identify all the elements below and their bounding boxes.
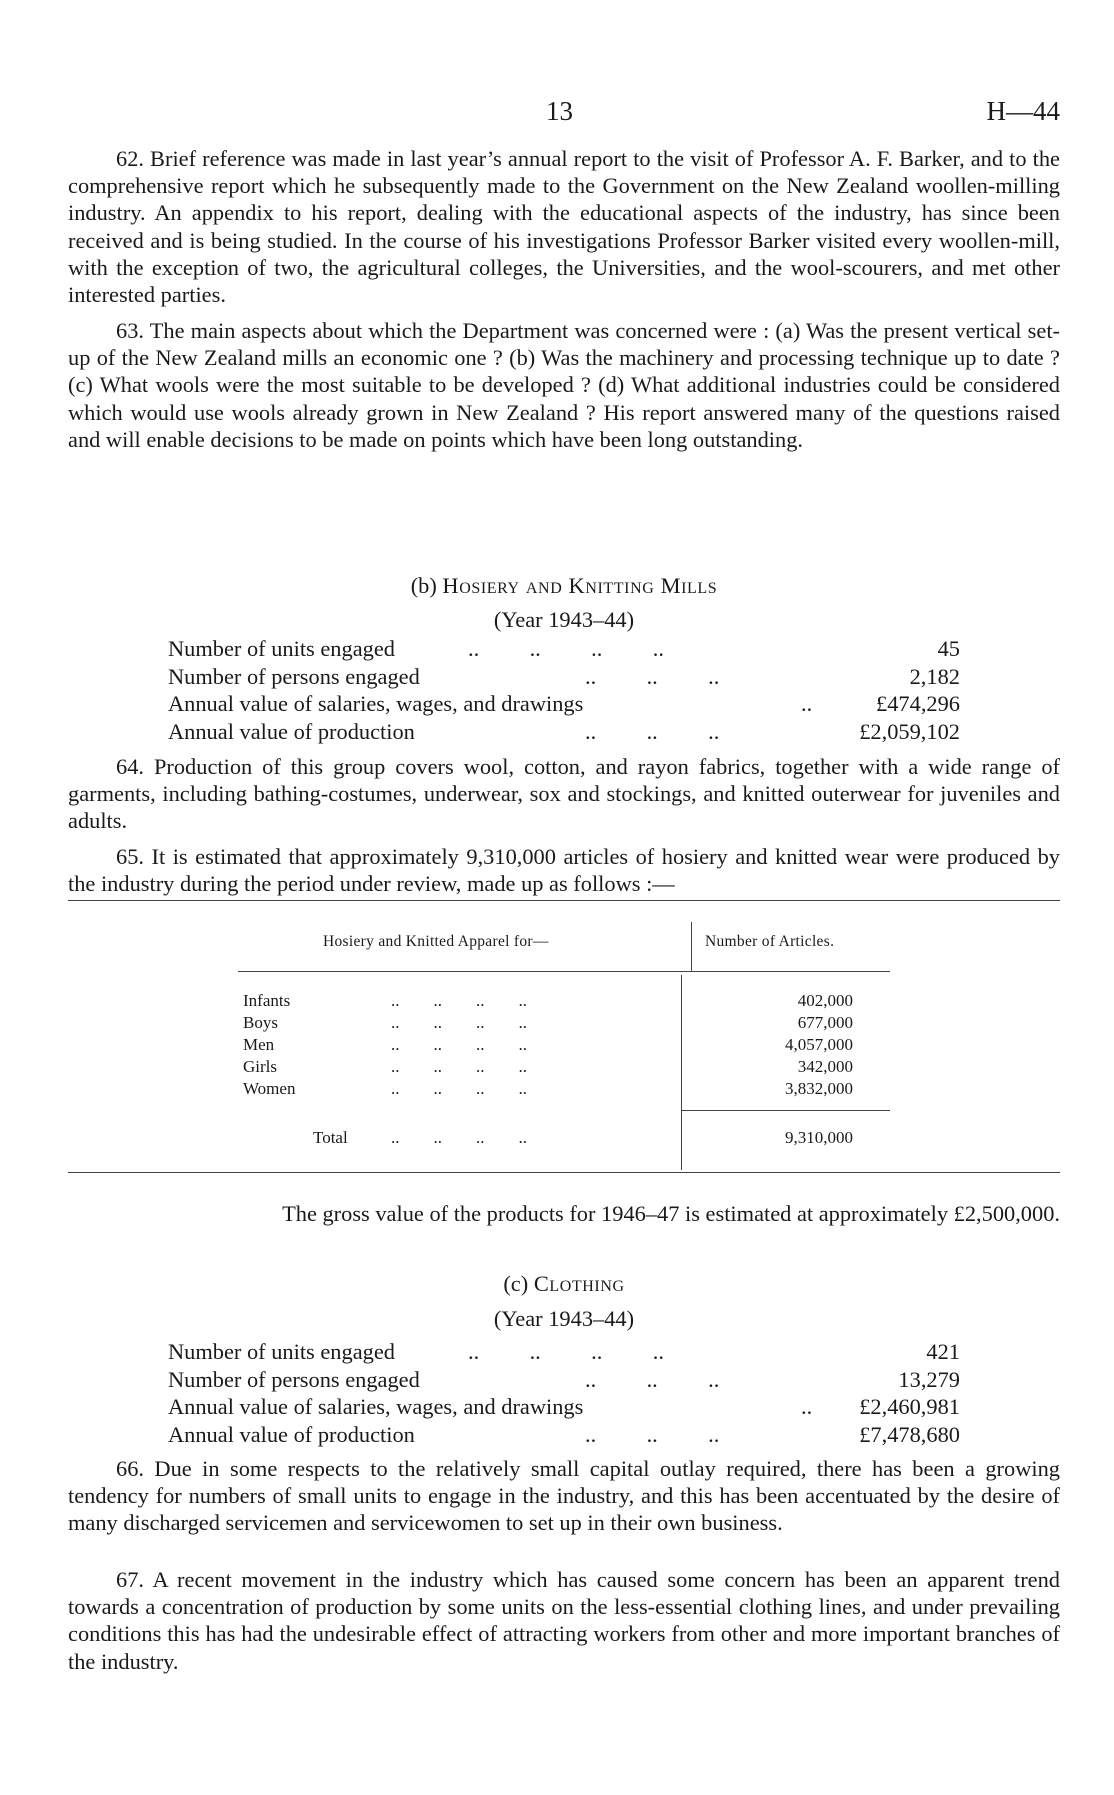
leader-dots: .. .. .. .. bbox=[391, 1079, 527, 1098]
row-value: 342,000 bbox=[797, 1057, 853, 1076]
header-rule bbox=[238, 971, 890, 972]
total-row bbox=[243, 1127, 853, 1149]
gross-value-note: The gross value of the products for 1946–47 is estimated at approximately £2,500,000. bbox=[282, 1201, 1060, 1226]
table-bottom-rule bbox=[68, 1172, 1060, 1173]
column-header-count: Number of Articles. bbox=[705, 933, 835, 950]
column-header-category: Hosiery and Knitted Apparel for— bbox=[323, 933, 549, 950]
stat-row bbox=[168, 1393, 960, 1421]
section-year-clothing: (Year 1943–44) bbox=[493, 1306, 635, 1331]
row-label: Boys bbox=[243, 1013, 278, 1032]
table-top-rule bbox=[68, 900, 1060, 901]
leader-dots: .. .. .. .. bbox=[468, 636, 664, 661]
stat-row bbox=[168, 1366, 960, 1394]
section-year-hosiery: (Year 1943–44) bbox=[493, 607, 635, 632]
table-row bbox=[243, 1078, 853, 1100]
table-row bbox=[243, 990, 853, 1012]
stat-row bbox=[168, 1338, 960, 1366]
stat-value: £2,460,981 bbox=[859, 1394, 960, 1419]
table-row bbox=[243, 1056, 853, 1078]
header-divider bbox=[691, 922, 692, 971]
page-header bbox=[68, 96, 1060, 132]
stat-row bbox=[168, 718, 960, 746]
stat-label: Number of persons engaged bbox=[168, 1366, 420, 1392]
leader-dots: .. .. .. .. bbox=[391, 991, 527, 1010]
leader-dots: .. .. .. .. bbox=[391, 1128, 527, 1147]
paragraph-66: 66. Due in some respects to the relatively small capital outlay required, there has been a growing tendency for numbers of small units to engage in the industry, and this has been accentuated by the desire of many discharged servicemen and servicewomen to set up in their own business. bbox=[68, 1456, 1060, 1536]
row-value: 4,057,000 bbox=[785, 1035, 853, 1054]
page-number: 13 bbox=[546, 96, 573, 126]
stat-value: 13,279 bbox=[898, 1366, 960, 1392]
section-prefix: (b) bbox=[410, 573, 437, 598]
stat-value: 421 bbox=[926, 1339, 960, 1364]
section-heading-hosiery bbox=[68, 572, 1060, 600]
stat-value: £474,296 bbox=[876, 691, 960, 716]
leader-dots: .. .. .. bbox=[585, 663, 720, 689]
paragraph-65: 65. It is estimated that approximately 9,310,000 articles of hosiery and knitted wear were produced by the industry during the period under review, made up as follows :— bbox=[68, 844, 1060, 897]
row-label: Girls bbox=[243, 1057, 277, 1076]
leader-dots: .. .. .. .. bbox=[391, 1057, 527, 1076]
row-label: Infants bbox=[243, 991, 291, 1010]
row-label: Men bbox=[243, 1035, 275, 1054]
row-value: 677,000 bbox=[797, 1013, 853, 1032]
row-value: 402,000 bbox=[797, 991, 853, 1010]
stat-label: Annual value of salaries, wages, and drawings bbox=[168, 691, 584, 716]
stat-row bbox=[168, 635, 960, 663]
leader-dots: .. .. .. .. bbox=[391, 1013, 527, 1032]
row-label: Women bbox=[243, 1079, 296, 1098]
stat-value: £7,478,680 bbox=[859, 1421, 960, 1447]
leader-dots: .. .. .. .. bbox=[468, 1339, 664, 1364]
paragraph-64: 64. Production of this group covers wool, cotton, and rayon fabrics, together with a wide range of garments, including bathing-costumes, underwear, sox and stockings, and knitted outerwear for juveniles and adults. bbox=[68, 754, 1060, 834]
section-prefix: (c) bbox=[503, 1271, 529, 1296]
leader-dots: .. .. .. bbox=[585, 1421, 720, 1447]
paragraph-62: 62. Brief reference was made in last year’s annual report to the visit of Professor A. F. Barker, and to the comprehensive report which he subsequently made to the Government on the New Zealand woollen-milling industry. An appendix to his report, dealing with the educational aspects of the industry, has since been received and is being studied. In the course of his investigations Professor Barker visited every woollen-mill, with the exception of two, the agricultural colleges, the Universities, and the wool-scourers, and met other interested parties. bbox=[68, 146, 1060, 308]
stat-row bbox=[168, 690, 960, 718]
table-row bbox=[243, 1012, 853, 1034]
document-code: H—44 bbox=[986, 96, 1060, 126]
leader-dots: .. bbox=[801, 691, 813, 716]
total-rule bbox=[681, 1110, 890, 1111]
stat-row bbox=[168, 663, 960, 691]
total-value: 9,310,000 bbox=[785, 1128, 853, 1147]
leader-dots: .. .. .. .. bbox=[391, 1035, 527, 1054]
stat-label: Number of units engaged bbox=[168, 1339, 395, 1364]
table-row bbox=[243, 1034, 853, 1056]
paragraph-67: 67. A recent movement in the industry which has caused some concern has been an apparent trend towards a concentration of production by some units on the less-essential clothing lines, and under prevailing conditions this has had the undesirable effect of attracting workers from other and more important branches of the industry. bbox=[68, 1567, 1060, 1674]
section-title: Hosiery and Knitting Mills bbox=[442, 573, 718, 598]
stat-value: 45 bbox=[937, 636, 960, 661]
stat-row bbox=[168, 1421, 960, 1449]
stat-label: Number of persons engaged bbox=[168, 663, 420, 689]
leader-dots: .. .. .. bbox=[585, 1366, 720, 1392]
total-label: Total bbox=[313, 1128, 348, 1147]
section-heading-clothing bbox=[68, 1270, 1060, 1298]
stat-label: Annual value of production bbox=[168, 718, 415, 744]
stat-label: Number of units engaged bbox=[168, 636, 395, 661]
paragraph-63: 63. The main aspects about which the Department was concerned were : (a) Was the present vertical set-up of the New Zealand mills an economic one ? (b) Was the machinery and processing technique up to date ? (c) What wools were the most suitable to be developed ? (d) What additional industries could be considered which would use wools already grown in New Zealand ? His report answered many of the questions raised and will enable decisions to be made on points which have been long outstanding. bbox=[68, 318, 1060, 452]
stat-label: Annual value of production bbox=[168, 1421, 415, 1447]
hosiery-stats bbox=[168, 635, 960, 745]
section-title: Clothing bbox=[533, 1271, 625, 1296]
leader-dots: .. bbox=[801, 1394, 813, 1419]
stat-value: 2,182 bbox=[909, 663, 960, 689]
stat-label: Annual value of salaries, wages, and drawings bbox=[168, 1394, 584, 1419]
row-value: 3,832,000 bbox=[785, 1079, 853, 1098]
stat-value: £2,059,102 bbox=[859, 718, 960, 744]
leader-dots: .. .. .. bbox=[585, 718, 720, 744]
clothing-stats bbox=[168, 1338, 960, 1448]
